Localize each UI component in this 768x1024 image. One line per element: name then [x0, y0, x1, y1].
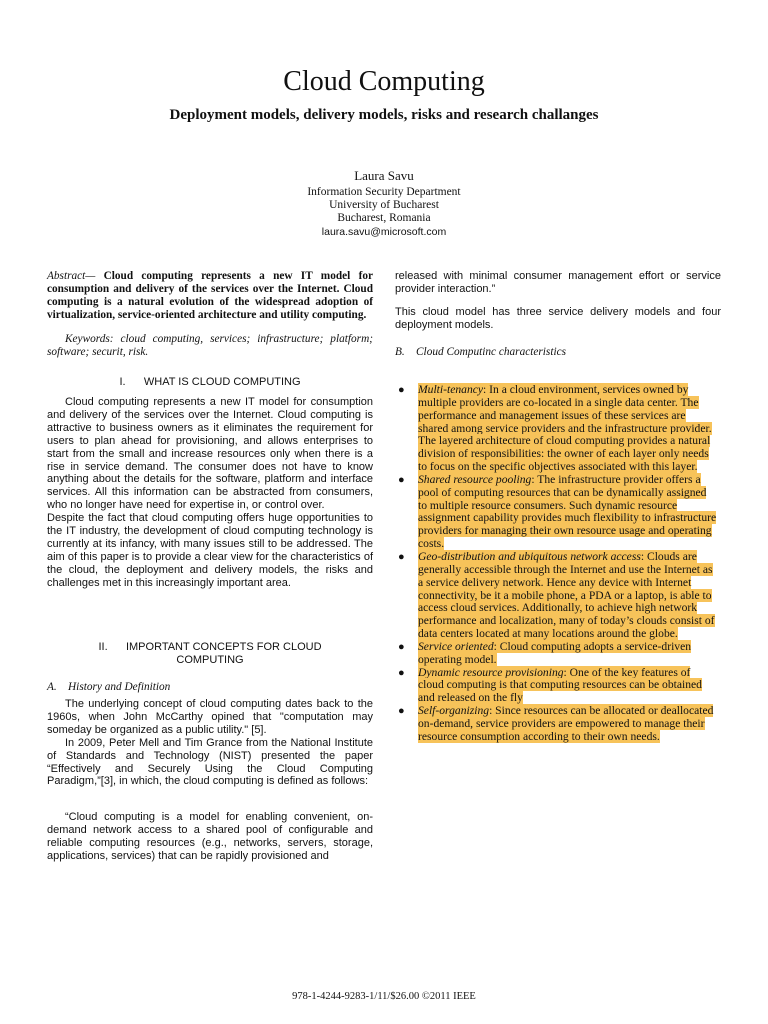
- bullet-term: Self-organizing: [418, 704, 490, 718]
- subsection-a-heading: A. History and Definition: [47, 681, 171, 693]
- bullet-icon: ●: [398, 666, 405, 679]
- bullet-term: Service oriented: [418, 639, 494, 653]
- bullet-icon: ●: [398, 473, 405, 486]
- affiliation-line: Bucharest, Romania: [337, 212, 431, 225]
- keywords: Keywords: cloud computing, services; infrastructure; platform; software; securit, risk.: [47, 333, 373, 358]
- abstract-label: Abstract—: [47, 270, 96, 282]
- author-email: laura.savu@microsoft.com: [321, 225, 447, 238]
- subsection-b-heading: B. Cloud Computinc characteristics: [395, 346, 567, 358]
- list-item: [398, 639, 718, 667]
- author-name: Laura Savu: [354, 168, 414, 183]
- bullet-text: : In a cloud environment, services owned by multiple providers are co-located in a single data center. The performance and management issues of these services are shared among service providers and the infrastructure provider. The layered architecture of cloud computing provides a natural division of responsibilities: the owner of each layer only needs to focus on the specific objectives associated with this layer.: [418, 383, 712, 474]
- bullet-text: : One of the key features of cloud computing is that computing resources can be obtained and released on the fly: [418, 665, 702, 705]
- abstract-text: Cloud computing represents a new IT model for consumption and delivery of the services over the Internet. Cloud computing is a natural evolution of the widespread adoption of virtualization, service-oriented architecture and utility computing.: [47, 270, 373, 321]
- section-1-heading: I. WHAT IS CLOUD COMPUTING: [119, 376, 301, 388]
- nist-quote-continued: released with minimal consumer management effort or service provider interaction.”: [395, 270, 721, 295]
- abstract: [47, 270, 373, 322]
- bullet-icon: ●: [398, 384, 405, 396]
- characteristics-list: [398, 383, 718, 744]
- models-paragraph: This cloud model has three service delivery models and four deployment models.: [395, 306, 721, 331]
- section-2-heading-line: II. IMPORTANT CONCEPTS FOR CLOUD: [98, 641, 322, 653]
- paragraph: In 2009, Peter Mell and Tim Grance from the National Institute of Standards and Technology (NIST) presented the paper “Effectively and Securely Using the Cloud Computing Paradigm,”[3], in which, the cloud computing is defined as follows:: [47, 736, 373, 788]
- affiliation-line: Information Security Department: [307, 186, 461, 198]
- bullet-text: : Since resources can be allocated or deallocated on-demand, service providers are empowered to manage their resource consumption according to their own needs.: [418, 704, 714, 743]
- list-item: [398, 472, 718, 551]
- bullet-icon: ●: [398, 705, 405, 718]
- bullet-icon: ●: [398, 640, 405, 653]
- section-2-heading: [47, 641, 373, 667]
- list-item: [398, 665, 718, 706]
- section-2-heading-line: COMPUTING: [176, 654, 244, 666]
- history-paragraphs: [47, 698, 373, 788]
- bullet-text: : Clouds are generally accessible through the Internet and use the Internet as a service delivery network. Hence any device with Internet connectivity, be it a mobile phone, a PDA or a laptop, is able to access cloud services. Additionally, to achieve high network performance and localization, many of today’s clouds consist of data centers located at many locations around the globe.: [418, 549, 715, 641]
- bullet-term: Multi-tenancy: [418, 383, 484, 396]
- list-item: [398, 383, 718, 474]
- paragraph: “Cloud computing is a model for enabling convenient, on-demand network access to a shared pool of configurable and reliable computing resources (e.g., networks, servers, storage, applications, services) that can be rapidly provisioned and: [47, 811, 373, 862]
- list-item: [398, 704, 718, 744]
- bullet-icon: ●: [398, 550, 405, 563]
- paper-subtitle: Deployment models, delivery models, risks and research challanges: [169, 107, 599, 123]
- list-item: [398, 549, 718, 641]
- paragraph: The underlying concept of cloud computing dates back to the 1960s, when John McCarthy opined that "computation may someday be organized as a public utility." [5].: [47, 698, 373, 736]
- author-affiliation: [0, 186, 768, 239]
- paragraph: Cloud computing represents a new IT model for consumption and delivery of the services over the Internet. Cloud computing is attractive to business owners as it eliminates the requirement for users to plan ahead for provisioning, and allows enterprises to start from the small and increase resources only when there is a rise in service demand. The consumer does not have to know anything about the details for the software, platform and interface services. All this information can be abstracted from consumers, who no longer have need for expertise in, or control over.: [47, 396, 373, 512]
- section-1-body: [47, 396, 373, 590]
- bullet-text: : The infrastructure provider offers a pool of computing resources that can be dynamically assigned to multiple resource consumers. Such dynamic resource assignment capability provides much flexibility to infrastructure providers for managing their own resource usage and operating costs.: [418, 472, 717, 551]
- bullet-term: Shared resource pooling: [418, 472, 532, 486]
- affiliation-line: University of Bucharest: [329, 199, 439, 212]
- copyright-footer: 978-1-4244-9283-1/11/$26.00 ©2011 IEEE: [292, 991, 476, 1002]
- bullet-text: : Cloud computing adopts a service-driven operating model.: [418, 639, 692, 666]
- bullet-term: Geo-distribution and ubiquitous network access: [418, 549, 641, 563]
- bullet-term: Dynamic resource provisioning: [418, 665, 564, 679]
- nist-quote: [47, 811, 373, 863]
- paper-title: Cloud Computing: [283, 66, 485, 97]
- paragraph: Despite the fact that cloud computing offers huge opportunities to the IT industry, the development of cloud computing technology is currently at its infancy, with many issues still to be addressed. The aim of this paper is to provide a clear view for the characteristics of the cloud, the deployment and delivery models, the risks and challenges met in this increasingly important area.: [47, 512, 373, 589]
